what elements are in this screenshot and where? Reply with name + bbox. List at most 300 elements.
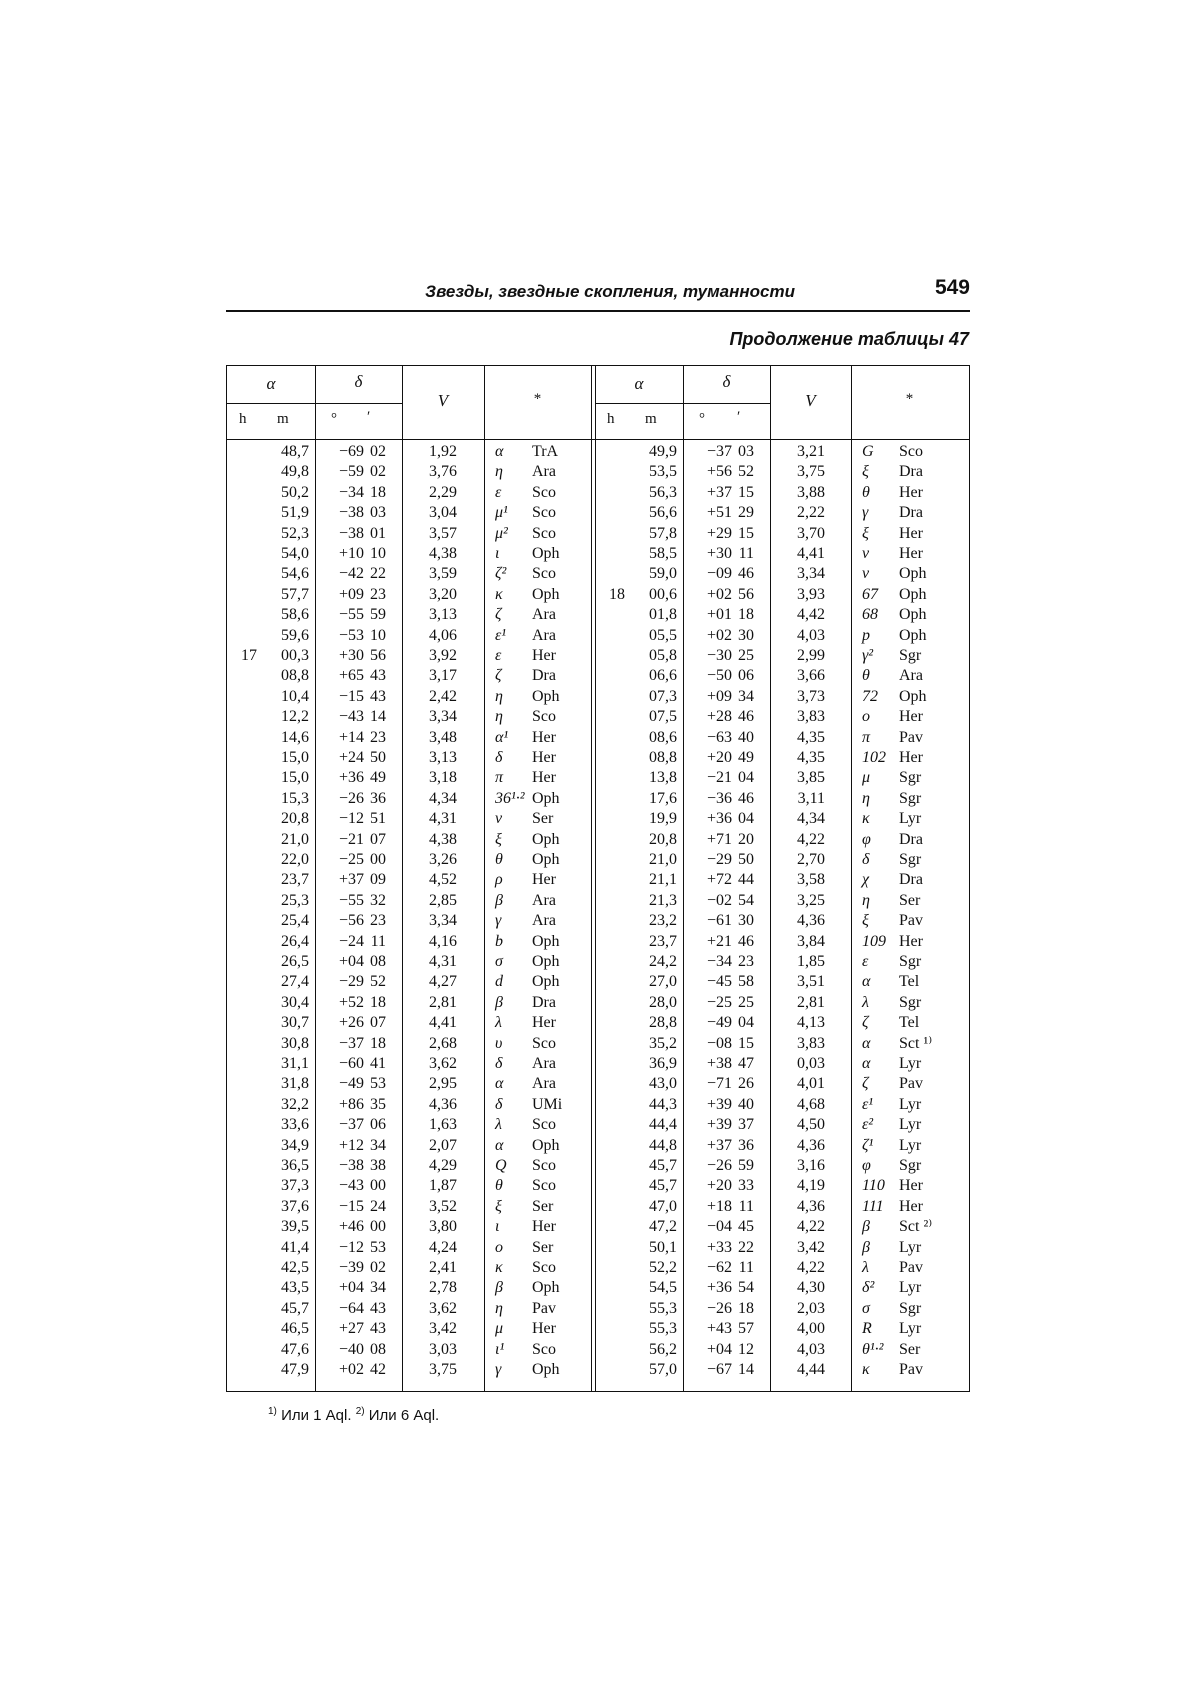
- ra-minutes: 14,6: [281, 728, 309, 746]
- constellation: Ser: [899, 1340, 921, 1358]
- dec-degrees: −15: [338, 1197, 364, 1215]
- star-designation: κ: [862, 810, 870, 828]
- magnitude: 3,75: [429, 1361, 457, 1378]
- dec-arcmin: 15: [738, 524, 754, 542]
- dec-arcmin: 34: [370, 1136, 386, 1154]
- constellation: Sct ¹⁾: [899, 1034, 933, 1052]
- table-row: [227, 768, 969, 788]
- magnitude: 1,63: [429, 1116, 457, 1134]
- magnitude: 2,29: [429, 483, 457, 501]
- constellation: Ara: [899, 667, 923, 685]
- table-row: [227, 1013, 969, 1033]
- constellation: Her: [899, 932, 923, 950]
- constellation: Pav: [899, 1259, 923, 1276]
- constellation: Tel: [899, 973, 920, 991]
- dec-arcmin: 30: [738, 626, 754, 644]
- dec-degrees: −63: [706, 728, 732, 746]
- dec-degrees: +37: [338, 871, 364, 889]
- constellation: Ara: [532, 1055, 556, 1072]
- constellation: Her: [532, 728, 556, 746]
- magnitude: 1,85: [797, 953, 825, 970]
- dec-degrees: −12: [338, 810, 364, 828]
- table-row: [227, 1360, 969, 1380]
- dec-degrees: +39: [706, 1116, 732, 1134]
- ra-minutes: 50,2: [281, 483, 309, 501]
- star-designation: 102: [862, 749, 886, 766]
- table-row: [227, 585, 969, 605]
- star-designation: ο: [495, 1238, 503, 1256]
- constellation: Oph: [899, 585, 927, 603]
- ra-minutes: 08,8: [281, 667, 309, 685]
- magnitude: 0,03: [797, 1055, 825, 1072]
- ra-minutes: 51,9: [281, 504, 309, 522]
- dec-arcmin: 56: [370, 647, 386, 664]
- magnitude: 2,85: [429, 891, 457, 909]
- constellation: Oph: [532, 585, 560, 603]
- dec-arcmin: 18: [370, 993, 386, 1011]
- dec-degrees: +02: [706, 626, 732, 644]
- table-row: [227, 442, 969, 462]
- star-designation: β: [495, 1279, 503, 1297]
- star-designation: σ: [862, 1299, 870, 1317]
- ra-minutes: 44,8: [649, 1136, 677, 1154]
- ra-minutes: 55,3: [649, 1320, 677, 1338]
- magnitude: 4,24: [429, 1238, 457, 1256]
- dec-arcmin: 08: [370, 1340, 386, 1358]
- constellation: Ara: [532, 463, 556, 481]
- constellation: Her: [532, 769, 556, 787]
- unit-hours-left: h: [239, 411, 247, 427]
- dec-arcmin: 07: [370, 830, 386, 848]
- dec-degrees: +37: [706, 1136, 732, 1154]
- table-caption: Продолжение таблицы 47: [729, 329, 969, 349]
- dec-arcmin: 00: [370, 1218, 386, 1236]
- magnitude: 3,75: [797, 463, 825, 481]
- star-designation: λ: [862, 993, 869, 1011]
- constellation: Lyr: [899, 1279, 922, 1297]
- magnitude: 4,06: [429, 626, 457, 644]
- magnitude: 4,34: [797, 810, 825, 828]
- dec-arcmin: 02: [370, 443, 386, 460]
- star-designation: ν: [495, 810, 503, 828]
- star-designation: ξ: [862, 524, 869, 542]
- star-designation: μ: [495, 1320, 504, 1338]
- star-designation: β: [495, 891, 503, 909]
- dec-arcmin: 29: [738, 504, 754, 522]
- dec-arcmin: 25: [738, 647, 754, 664]
- constellation: Her: [899, 1177, 923, 1195]
- dec-degrees: +09: [706, 687, 732, 705]
- star-designation: ζ: [862, 1075, 869, 1093]
- star-designation: β: [862, 1238, 870, 1256]
- star-designation: ξ: [862, 463, 869, 481]
- ra-minutes: 21,1: [649, 871, 677, 889]
- dec-degrees: +86: [338, 1095, 364, 1113]
- magnitude: 2,99: [797, 647, 825, 664]
- constellation: Sgr: [899, 647, 922, 664]
- constellation: Sco: [532, 1034, 556, 1052]
- star-designation: ξ: [495, 830, 502, 848]
- ra-hours: 17: [241, 647, 257, 664]
- dec-degrees: −37: [338, 1116, 364, 1134]
- star-designation: χ: [862, 871, 870, 889]
- magnitude: 2,42: [429, 687, 457, 705]
- dec-arcmin: 18: [738, 606, 754, 624]
- star-designation: p: [862, 626, 870, 644]
- dec-degrees: +36: [338, 769, 364, 787]
- magnitude: 2,07: [429, 1136, 457, 1154]
- table-row: [227, 789, 969, 809]
- dec-arcmin: 18: [738, 1299, 754, 1317]
- footnote-2-mark: 2): [355, 1406, 365, 1417]
- ra-minutes: 00,3: [281, 647, 309, 664]
- ra-minutes: 45,7: [649, 1177, 677, 1195]
- dec-degrees: −26: [706, 1299, 732, 1317]
- table-row: [227, 911, 969, 931]
- dec-degrees: −37: [338, 1034, 364, 1052]
- dec-degrees: −43: [338, 708, 364, 726]
- dec-degrees: −15: [338, 687, 364, 705]
- star-designation: 68: [862, 606, 878, 624]
- ra-minutes: 15,3: [281, 789, 309, 807]
- constellation: Sgr: [899, 769, 922, 787]
- dec-arcmin: 54: [738, 1279, 754, 1297]
- dec-degrees: +04: [338, 1279, 364, 1297]
- magnitude: 3,26: [429, 851, 457, 868]
- dec-degrees: −53: [338, 626, 364, 644]
- dec-degrees: +36: [706, 1279, 732, 1297]
- dec-arcmin: 56: [738, 585, 754, 603]
- magnitude: 3,34: [429, 708, 457, 726]
- magnitude: 3,48: [429, 728, 457, 746]
- magnitude: 3,76: [429, 463, 457, 481]
- dec-arcmin: 14: [738, 1361, 754, 1378]
- star-designation: μ²: [495, 524, 508, 542]
- magnitude: 4,31: [429, 810, 457, 828]
- dec-arcmin: 38: [370, 1157, 386, 1174]
- table-row: [227, 1217, 969, 1237]
- constellation: Her: [532, 1218, 556, 1236]
- ra-minutes: 55,3: [649, 1299, 677, 1317]
- magnitude: 4,19: [797, 1177, 825, 1195]
- magnitude: 3,58: [797, 871, 825, 889]
- dec-degrees: +30: [338, 647, 364, 664]
- table-row: [227, 870, 969, 890]
- constellation: Oph: [532, 953, 560, 970]
- footnote-1-mark: 1): [268, 1406, 277, 1417]
- magnitude: 4,27: [429, 973, 457, 991]
- dec-arcmin: 15: [738, 483, 754, 501]
- magnitude: 4,36: [429, 1095, 457, 1113]
- dec-degrees: −61: [706, 912, 732, 930]
- star-designation: κ: [495, 585, 503, 603]
- table-row: [227, 972, 969, 992]
- constellation: Oph: [532, 830, 560, 848]
- dec-arcmin: 04: [738, 810, 754, 828]
- star-designation: ν: [862, 545, 870, 562]
- star-designation: φ: [862, 830, 871, 848]
- ra-minutes: 59,6: [281, 626, 309, 644]
- star-designation: R: [862, 1320, 872, 1338]
- ra-minutes: 28,8: [649, 1014, 677, 1032]
- ra-minutes: 58,5: [649, 545, 677, 562]
- magnitude: 2,22: [797, 504, 825, 522]
- constellation: Lyr: [899, 1136, 922, 1154]
- magnitude: 4,01: [797, 1075, 825, 1093]
- unit-hours-right: h: [607, 411, 615, 427]
- magnitude: 2,03: [797, 1299, 825, 1317]
- table-row: [227, 1340, 969, 1360]
- star-designation: υ: [495, 1034, 503, 1052]
- magnitude: 4,50: [797, 1116, 825, 1134]
- dec-arcmin: 49: [370, 769, 386, 787]
- star-designation: ζ²: [495, 565, 507, 583]
- table-row: [227, 707, 969, 727]
- dec-arcmin: 46: [738, 932, 754, 950]
- constellation: Lyr: [899, 1116, 922, 1134]
- magnitude: 3,62: [429, 1055, 457, 1072]
- magnitude: 3,04: [429, 504, 457, 522]
- constellation: Oph: [899, 687, 927, 705]
- ra-minutes: 13,8: [649, 769, 677, 787]
- constellation: Pav: [532, 1299, 556, 1317]
- ra-hours: 18: [609, 585, 625, 603]
- ra-minutes: 43,5: [281, 1279, 309, 1297]
- star-designation: δ: [495, 1095, 503, 1113]
- ra-minutes: 46,5: [281, 1320, 309, 1338]
- ra-minutes: 37,3: [281, 1177, 309, 1195]
- magnitude: 3,92: [429, 647, 457, 664]
- dec-degrees: −26: [338, 789, 364, 807]
- magnitude: 4,44: [797, 1361, 825, 1378]
- footnote-2-text: Или 6 Aql.: [364, 1407, 440, 1424]
- dec-arcmin: 47: [738, 1055, 754, 1072]
- dec-arcmin: 02: [370, 463, 386, 481]
- ra-minutes: 57,0: [649, 1361, 677, 1378]
- dec-degrees: +43: [706, 1320, 732, 1338]
- star-designation: δ: [495, 749, 503, 766]
- table-row: [227, 646, 969, 666]
- ra-minutes: 07,3: [649, 687, 677, 705]
- constellation: Dra: [532, 993, 556, 1011]
- table-row: [227, 1136, 969, 1156]
- magnitude: 2,81: [429, 993, 457, 1011]
- magnitude: 4,22: [797, 1259, 825, 1276]
- constellation: Dra: [532, 667, 556, 685]
- dec-degrees: −71: [706, 1075, 732, 1093]
- dec-arcmin: 34: [738, 687, 754, 705]
- magnitude: 2,95: [429, 1075, 457, 1093]
- dec-arcmin: 18: [370, 483, 386, 501]
- constellation: Sco: [532, 1340, 556, 1358]
- constellation: Oph: [532, 545, 560, 562]
- star-designation: ο: [862, 708, 870, 726]
- ra-minutes: 47,2: [649, 1218, 677, 1236]
- star-designation: θ: [495, 1177, 503, 1195]
- col-mag-left: V: [437, 391, 449, 410]
- ra-minutes: 15,0: [281, 749, 309, 766]
- dec-arcmin: 22: [738, 1238, 754, 1256]
- dec-degrees: +26: [338, 1014, 364, 1032]
- ra-minutes: 54,6: [281, 565, 309, 583]
- magnitude: 3,34: [797, 565, 825, 583]
- star-designation: ζ¹: [862, 1136, 874, 1154]
- running-header: [226, 278, 970, 312]
- dec-degrees: −37: [706, 443, 732, 460]
- star-designation: θ: [495, 851, 503, 868]
- dec-arcmin: 50: [738, 851, 754, 868]
- magnitude: 4,41: [429, 1014, 457, 1032]
- constellation: Pav: [899, 912, 923, 930]
- star-designation: 36¹·²: [495, 789, 525, 807]
- star-designation: α¹: [495, 728, 509, 746]
- star-designation: β: [862, 1218, 870, 1236]
- constellation: Oph: [532, 851, 560, 868]
- constellation: Oph: [532, 789, 560, 807]
- constellation: Oph: [532, 1361, 560, 1378]
- col-alpha-left: α: [266, 374, 276, 393]
- magnitude: 2,41: [429, 1259, 457, 1276]
- dec-degrees: +14: [338, 728, 364, 746]
- constellation: Ara: [532, 912, 556, 930]
- dec-degrees: +51: [706, 504, 732, 522]
- star-designation: κ: [862, 1361, 870, 1378]
- constellation: Sco: [532, 565, 556, 583]
- dec-arcmin: 04: [738, 769, 754, 787]
- star-designation: ι: [495, 545, 500, 562]
- magnitude: 3,13: [429, 606, 457, 624]
- dec-degrees: +02: [706, 585, 732, 603]
- table-row: [227, 728, 969, 748]
- ra-minutes: 22,0: [281, 851, 309, 868]
- dec-arcmin: 06: [370, 1116, 386, 1134]
- dec-degrees: −49: [706, 1014, 732, 1032]
- star-designation: ε²: [862, 1116, 874, 1134]
- dec-degrees: −38: [338, 524, 364, 542]
- dec-degrees: +02: [338, 1361, 364, 1378]
- magnitude: 4,13: [797, 1014, 825, 1032]
- magnitude: 3,11: [797, 789, 825, 807]
- dec-arcmin: 07: [370, 1014, 386, 1032]
- ra-minutes: 34,9: [281, 1136, 309, 1154]
- ra-minutes: 56,6: [649, 504, 677, 522]
- dec-degrees: −30: [706, 647, 732, 664]
- star-designation: λ: [495, 1014, 502, 1032]
- ra-minutes: 48,7: [281, 443, 309, 460]
- magnitude: 3,17: [429, 667, 457, 685]
- dec-degrees: −34: [706, 953, 732, 970]
- ra-minutes: 57,7: [281, 585, 309, 603]
- table-row: [227, 891, 969, 911]
- dec-degrees: +65: [338, 667, 364, 685]
- dec-arcmin: 23: [370, 585, 386, 603]
- dec-degrees: +46: [338, 1218, 364, 1236]
- constellation: Lyr: [899, 810, 922, 828]
- table-row: [227, 809, 969, 829]
- star-designation: α: [862, 1055, 871, 1072]
- star-designation: η: [495, 687, 503, 705]
- dec-degrees: −43: [338, 1177, 364, 1195]
- constellation: Her: [532, 1014, 556, 1032]
- table-row: [227, 1034, 969, 1054]
- magnitude: 3,93: [797, 585, 825, 603]
- dec-degrees: −34: [338, 483, 364, 501]
- dec-arcmin: 46: [738, 789, 754, 807]
- ra-minutes: 53,5: [649, 463, 677, 481]
- dec-arcmin: 23: [370, 728, 386, 746]
- constellation: Oph: [899, 606, 927, 624]
- star-designation: 67: [862, 585, 878, 603]
- magnitude: 2,68: [429, 1034, 457, 1052]
- dec-arcmin: 54: [738, 891, 754, 909]
- ra-minutes: 23,2: [649, 912, 677, 930]
- dec-degrees: −29: [706, 851, 732, 868]
- magnitude: 3,66: [797, 667, 825, 685]
- star-designation: θ: [862, 667, 870, 685]
- col-alpha-right: α: [634, 374, 644, 393]
- ra-minutes: 27,4: [281, 973, 309, 991]
- ra-minutes: 00,6: [649, 585, 677, 603]
- dec-arcmin: 33: [738, 1177, 754, 1195]
- dec-arcmin: 15: [738, 1034, 754, 1052]
- star-designation: α: [862, 973, 871, 991]
- table-row: [227, 1074, 969, 1094]
- dec-degrees: −56: [338, 912, 364, 930]
- dec-arcmin: 11: [370, 932, 386, 950]
- star-designation: ε: [495, 647, 502, 664]
- dec-arcmin: 43: [370, 667, 386, 685]
- constellation: Sgr: [899, 789, 922, 807]
- dec-arcmin: 49: [738, 749, 754, 766]
- magnitude: 3,85: [797, 769, 825, 787]
- col-delta-right: δ: [722, 372, 731, 391]
- table-row: [227, 1319, 969, 1339]
- star-designation: δ: [495, 1055, 503, 1072]
- magnitude: 3,42: [429, 1320, 457, 1338]
- magnitude: 3,59: [429, 565, 457, 583]
- col-delta-left: δ: [354, 372, 363, 391]
- constellation: Sco: [532, 1157, 556, 1174]
- ra-minutes: 41,4: [281, 1238, 309, 1256]
- ra-minutes: 47,6: [281, 1340, 309, 1358]
- table-row: [227, 952, 969, 972]
- dec-degrees: −64: [338, 1299, 364, 1317]
- unit-minutes-left: m: [277, 411, 289, 427]
- ra-minutes: 47,0: [649, 1197, 677, 1215]
- table-row: [227, 483, 969, 503]
- dec-arcmin: 14: [370, 708, 386, 726]
- table-row: [227, 1095, 969, 1115]
- ra-minutes: 06,6: [649, 667, 677, 685]
- star-designation: ν: [862, 565, 870, 583]
- dec-arcmin: 23: [370, 912, 386, 930]
- magnitude: 3,34: [429, 912, 457, 930]
- magnitude: 4,03: [797, 1340, 825, 1358]
- star-designation: ε¹: [862, 1095, 874, 1113]
- dec-degrees: −42: [338, 565, 364, 583]
- dec-arcmin: 11: [738, 545, 754, 562]
- dec-arcmin: 26: [738, 1075, 754, 1093]
- star-designation: α: [495, 1136, 504, 1154]
- constellation: Her: [532, 871, 556, 889]
- star-designation: δ²: [862, 1279, 875, 1297]
- star-designation: ζ: [495, 606, 502, 624]
- dec-arcmin: 10: [370, 545, 386, 562]
- ra-minutes: 56,3: [649, 483, 677, 501]
- dec-degrees: −25: [706, 993, 732, 1011]
- constellation: Ser: [899, 891, 921, 909]
- magnitude: 4,22: [797, 1218, 825, 1236]
